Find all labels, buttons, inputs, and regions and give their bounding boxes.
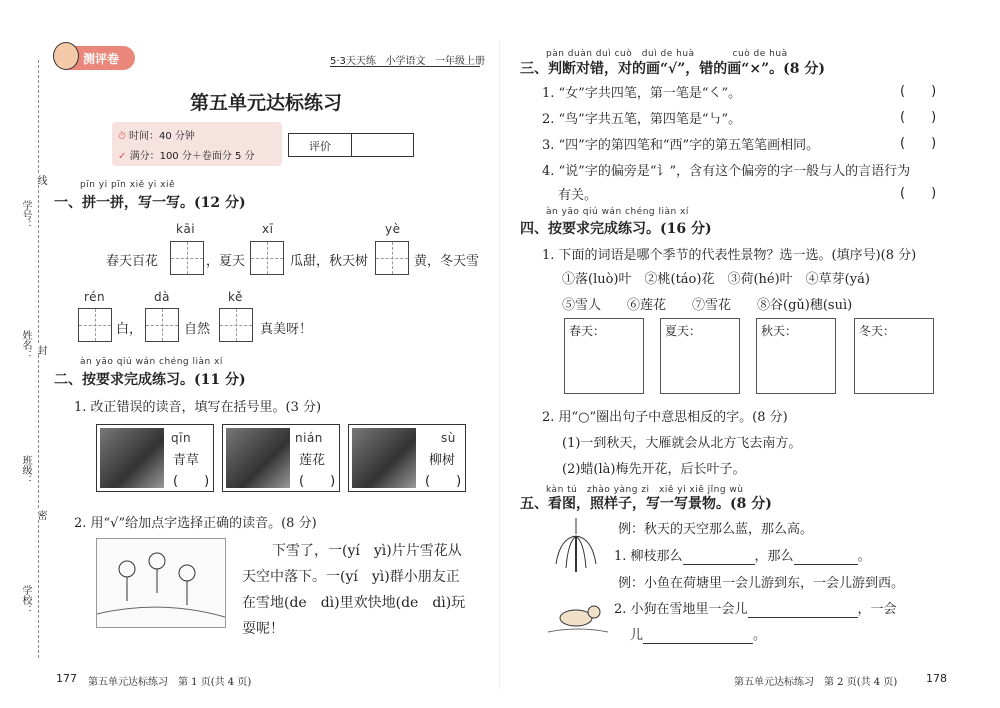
puppy-icon — [546, 596, 610, 636]
p2-word: 莲花 — [299, 453, 326, 468]
s3-heading: 三、判断对错，对的画“√”，错的画“×”。(8 分) — [520, 61, 826, 77]
badge — [55, 46, 135, 70]
s5-q1-text-c: 。 — [857, 549, 871, 564]
s3-item-2: 2. “鸟”字共五笔，第四笔是“㇉”。 — [542, 112, 742, 127]
s2-q1: 1. 改正错误的读音，填写在括号里。(3 分) — [74, 400, 322, 415]
p2-pinyin: nián — [295, 431, 323, 445]
p3-answer[interactable]: ( ) — [425, 474, 462, 489]
willow-illustration — [548, 516, 604, 572]
s2-heading: 二、按要求完成练习。(11 分) — [54, 372, 246, 388]
summer-box[interactable] — [660, 318, 740, 394]
winter-label: 冬天： — [859, 324, 896, 338]
s5-q1-blank-2[interactable] — [794, 549, 858, 565]
children-snow-icon — [97, 539, 225, 627]
s2-q2: 2. 用“√”给加点字选择正确的读音。(8 分) — [74, 516, 317, 531]
p3-pinyin: sù — [441, 431, 456, 445]
spring-label: 春天： — [569, 324, 606, 338]
s1-py-ke: kě — [228, 290, 243, 304]
photo-card-lotus — [222, 424, 340, 492]
clock-icon: ⏱ — [118, 131, 126, 142]
s4-options-2: ⑤雪人 ⑥莲花 ⑦雪花 ⑧谷(gǔ)穗(suì) — [562, 298, 853, 313]
s3-item-4: 4. “说”字的偏旁是“讠”，含有这个偏旁的字一般与人的言语行为 — [542, 164, 911, 179]
series-name: 5·3天天练 — [330, 56, 376, 67]
s4-sentence-2[interactable]: (2)蜡(là)梅先开花，后长叶子。 — [562, 462, 746, 477]
s1-pinyin: pīn yi pīn xiě yi xiě — [80, 180, 176, 190]
subject-name: 小学语文 — [385, 56, 426, 67]
eval-label: 评价 — [309, 140, 331, 153]
s3-pinyin: pàn duàn duì cuò duì de huà cuò de huà — [546, 49, 788, 59]
school-label: 学校： — [20, 585, 31, 615]
full-score: 满分：100 分＋卷面分 5 分 — [129, 151, 255, 162]
s4-pinyin: àn yāo qiú wán chéng liàn xí — [546, 207, 689, 217]
write-box-kai[interactable] — [170, 241, 204, 275]
s2-line-1: 下雪了，一(yí yì)片片雪花从 — [272, 543, 462, 559]
left-page-number: 177 — [56, 672, 77, 685]
s5-heading: 五、看图，照样子，写一写景物。(8 分) — [520, 496, 772, 512]
write-box-ye[interactable] — [375, 241, 409, 275]
seal-mark: 封 — [35, 345, 46, 355]
s2-pinyin: àn yāo qiú wán chéng liàn xí — [80, 357, 223, 367]
s5-q1-blank-1[interactable] — [683, 549, 755, 565]
puppy-illustration — [546, 596, 610, 636]
binding-line — [38, 60, 39, 658]
p1-answer[interactable]: ( ) — [173, 474, 210, 489]
s4-heading: 四、按要求完成练习。(16 分) — [520, 221, 712, 237]
s3-answer-3[interactable]: ( ) — [900, 136, 937, 151]
s5-q2-blank-1[interactable] — [748, 602, 858, 618]
page-title: 第五单元达标练习 — [190, 92, 343, 114]
s1-py-xi: xī — [262, 222, 274, 236]
s1-text-2: ，夏天 — [206, 254, 246, 269]
s5-q1 — [614, 545, 871, 565]
s1-text-3: 瓜甜，秋天树 — [290, 254, 369, 269]
s5-q2-text-a: 2. 小狗在雪地里一会儿 — [614, 602, 748, 617]
p3-word: 柳树 — [429, 453, 456, 468]
s5-q1-text-b: ，那么 — [754, 549, 794, 564]
s1-py-kai: kāi — [176, 222, 196, 236]
photo-card-grass — [96, 424, 214, 492]
s3-answer-2[interactable]: ( ) — [900, 110, 937, 125]
s1-text-4: 黄，冬天雪 — [414, 254, 480, 269]
photo-card-willow — [348, 424, 466, 492]
time-limit: 时间：40 分钟 — [129, 131, 195, 142]
student-id-label: 学号： — [20, 200, 31, 230]
s1-text-5: 白， — [116, 322, 143, 337]
s1-py-ye: yè — [385, 222, 401, 236]
sealed-mark: 密 — [35, 510, 46, 520]
s1-text-1: 春天百花 — [106, 254, 159, 269]
s5-example-1: 例：秋天的天空那么蓝，那么高。 — [618, 522, 814, 537]
snow-play-illustration — [96, 538, 226, 628]
autumn-box[interactable] — [756, 318, 836, 394]
badge-label: 测评卷 — [83, 52, 120, 66]
s1-heading: 一、拼一拼，写一写。(12 分) — [54, 195, 246, 211]
s5-example-2: 例：小鱼在荷塘里一会儿游到东，一会儿游到西。 — [618, 576, 905, 591]
header-rule — [330, 66, 480, 67]
p2-answer[interactable]: ( ) — [299, 474, 336, 489]
spring-box[interactable] — [564, 318, 644, 394]
s5-q1-text-a: 1. 柳枝那么 — [614, 549, 683, 564]
s5-q2-text-b: ，一会 — [857, 602, 897, 617]
cut-line-mark: 线 — [35, 175, 46, 185]
right-footer-text: 第五单元达标练习 第 2 页(共 4 页) — [734, 677, 898, 688]
s1-text-6: 自然 — [184, 322, 211, 337]
right-page-number: 178 — [926, 672, 947, 685]
s3-answer-1[interactable]: ( ) — [900, 84, 937, 99]
class-label: 班级： — [20, 455, 31, 485]
check-icon: ✓ — [118, 151, 127, 162]
mascot-icon — [53, 42, 79, 70]
s5-q2-text-d: 。 — [753, 628, 767, 643]
right-page — [500, 0, 1000, 708]
s3-answer-4[interactable]: ( ) — [900, 186, 937, 201]
s5-pinyin: kàn tú zhào yàng zi xiě yi xiě jǐng wù — [546, 485, 744, 495]
s1-text-7: 真美呀！ — [260, 322, 313, 337]
p1-pinyin: qīn — [171, 431, 192, 445]
autumn-label: 秋天： — [761, 324, 798, 338]
willow-photo — [352, 428, 416, 488]
grass-photo — [100, 428, 164, 488]
s2-line-4: 耍呢！ — [242, 621, 284, 637]
s1-py-da: dà — [154, 290, 170, 304]
left-footer-text: 第五单元达标练习 第 1 页(共 4 页) — [88, 677, 252, 688]
s4-sentence-1[interactable]: (1)一到秋天，大雁就会从北方飞去南方。 — [562, 436, 802, 451]
s4-q1: 1. 下面的词语是哪个季节的代表性景物？选一选。(填序号)(8 分) — [542, 248, 917, 263]
s3-item-4-cont: 有关。 — [558, 188, 598, 203]
info-panel — [112, 122, 282, 166]
s5-q2-line2 — [630, 624, 766, 644]
s1-py-ren: rén — [84, 290, 106, 304]
s2-line-3: 在雪地(de dì)里欢快地(de dì)玩 — [242, 595, 466, 611]
name-label: 姓名： — [20, 330, 31, 360]
write-box-xi[interactable] — [250, 241, 284, 275]
write-box-ren[interactable] — [78, 308, 112, 342]
s3-item-3: 3. “四”字的第四笔和“西”字的第五笔笔画相同。 — [542, 138, 820, 153]
p1-word: 青草 — [173, 453, 200, 468]
s2-line-2: 天空中落下。一(yí yì)群小朋友正 — [242, 569, 460, 585]
header-info — [330, 52, 485, 67]
s3-item-1: 1. “女”字共四笔，第一笔是“㇛”。 — [542, 86, 742, 101]
lotus-photo — [226, 428, 290, 488]
willow-icon — [548, 516, 604, 572]
winter-box[interactable] — [854, 318, 934, 394]
s4-q2: 2. 用“○”圈出句子中意思相反的字。(8 分) — [542, 410, 788, 425]
grade-name: 一年级上册 — [435, 56, 485, 67]
summer-label: 夏天： — [665, 324, 702, 338]
s4-options-1: ①落(luò)叶 ②桃(táo)花 ③荷(hé)叶 ④草芽(yá) — [562, 272, 870, 287]
eval-box — [288, 133, 414, 157]
s5-q2-blank-2[interactable] — [643, 628, 753, 644]
s5-q2-text-c: 儿 — [630, 628, 644, 643]
s5-q2 — [614, 598, 897, 618]
write-box-ke[interactable] — [219, 308, 253, 342]
write-box-da[interactable] — [145, 308, 179, 342]
